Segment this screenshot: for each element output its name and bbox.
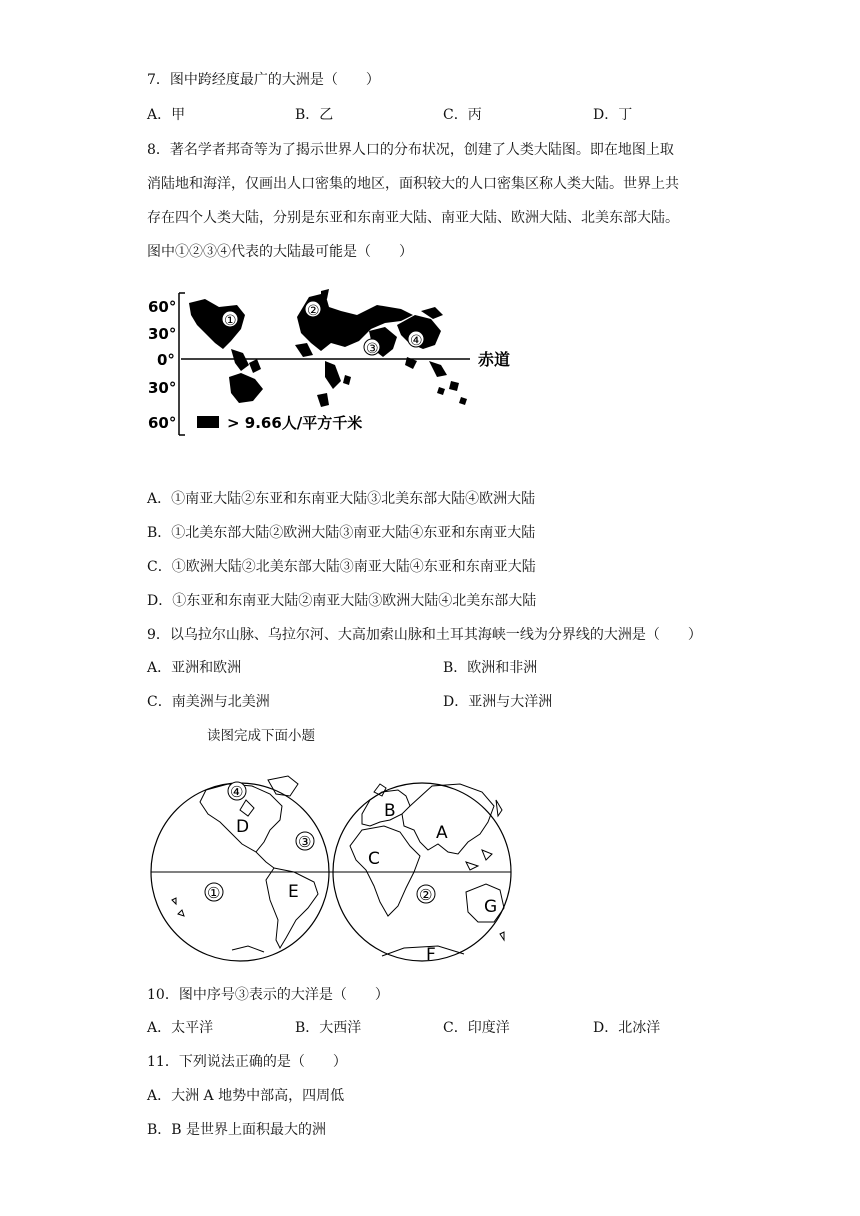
q10-option-c: C．印度洋 [443,1020,510,1036]
lat-label-30s: 30° [148,379,177,397]
q11-stem: 11．下列说法正确的是（ ） [147,1054,347,1070]
population-clusters [189,289,467,407]
hemi-label-circled-2: ② [419,886,433,904]
q8-stem-line-2: 消陆地和海洋，仅画出人口密集的地区，面积较大的人口密集区称人类大陆。世界上共 [147,176,679,192]
q8-option-d: D．①东亚和东南亚大陆②南亚大陆③欧洲大陆④北美东部大陆 [147,593,537,609]
q11-option-b: B．B 是世界上面积最大的洲 [147,1122,327,1138]
hemisphere-map [148,770,518,970]
population-density-map [145,285,525,445]
q7-option-b: B．乙 [295,107,334,123]
q10-option-a: A．太平洋 [147,1020,214,1036]
q8-stem-line-4: 图中①②③④代表的大陆最可能是（ ） [147,244,413,260]
q9-stem: 9．以乌拉尔山脉、乌拉尔河、大高加索山脉和土耳其海峡一线为分界线的大洲是（ ） [147,627,702,643]
q9-option-c: C．南美洲与北美洲 [147,694,270,710]
q7-option-c: C．丙 [443,107,482,123]
lat-label-0: 0° [157,351,175,369]
q9-option-d: D．亚洲与大洋洲 [443,694,553,710]
section-intro: 读图完成下面小题 [207,728,315,744]
q8-option-c: C．①欧洲大陆②北美东部大陆③南亚大陆④东亚和东南亚大陆 [147,559,536,575]
hemi-label-F: F [426,945,436,965]
q10-option-d: D．北冰洋 [593,1020,661,1036]
q9-option-b: B．欧洲和非洲 [443,660,538,676]
q8-stem-line-3: 存在四个人类大陆，分别是东亚和东南亚大陆、南亚大陆、欧洲大陆、北美东部大陆。 [147,210,679,226]
hemi-label-A: A [436,823,448,843]
q8-option-b: B．①北美东部大陆②欧洲大陆③南亚大陆④东亚和东南亚大陆 [147,525,536,541]
marker-2: ② [307,303,320,319]
q10-option-b: B．大西洋 [295,1020,362,1036]
marker-1: ① [224,313,237,329]
hemi-label-G: G [484,897,498,917]
hemi-label-circled-1: ① [207,884,221,902]
hemi-label-B: B [384,801,396,821]
marker-4: ④ [410,333,423,349]
q7-option-d: D．丁 [593,107,633,123]
q7-option-a: A．甲 [147,107,186,123]
lat-label-60n: 60° [148,298,177,316]
q9-option-a: A．亚洲和欧洲 [147,660,242,676]
q8-stem-line-1: 8．著名学者邦奇等为了揭示世界人口的分布状况，创建了人类大陆图。即在地图上取 [147,142,674,158]
hemi-label-C: C [368,849,380,869]
legend-label: > 9.66人/平方千米 [227,414,363,432]
hemi-label-D: D [236,817,250,837]
equator-label: 赤道 [478,350,511,369]
lat-label-60s: 60° [148,414,177,432]
q10-stem: 10．图中序号③表示的大洋是（ ） [147,987,389,1003]
lat-label-30n: 30° [148,325,177,343]
q8-option-a: A．①南亚大陆②东亚和东南亚大陆③北美东部大陆④欧洲大陆 [147,491,536,507]
hemi-label-E: E [288,882,299,902]
q7-stem: 7．图中跨经度最广的大洲是（ ） [147,72,380,88]
marker-3: ③ [366,341,379,357]
legend-swatch [197,416,219,428]
hemi-label-circled-4: ④ [230,783,244,801]
hemi-label-circled-3: ③ [298,833,312,851]
q11-option-a: A．大洲 A 地势中部高，四周低 [147,1088,345,1104]
